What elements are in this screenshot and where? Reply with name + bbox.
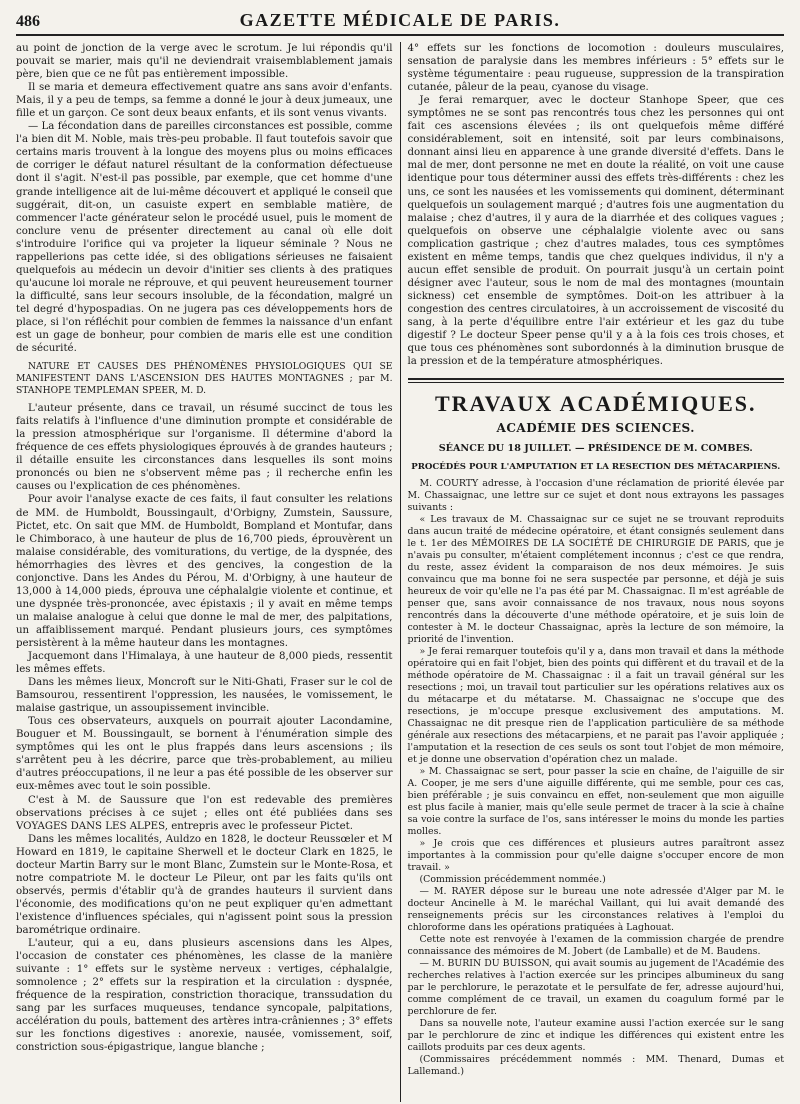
paragraph: » Je ferai remarquer toutefois qu'il y a, dans mon travail et dans la méthode opératoire qui en fait l'objet, bien des points qui diffèrent et du travail et de la méthode opératoire de M. Chassaignac : il a fait un travail général sur les resections ; moi, un travail tout particulier sur les opérations relatives aux os du métacarpe et du métatarse. M. Chassaignac ne s'occupe que des resections, je m'occupe presque exclusivement des amputations. M. Chassaignac ne dit presque rien de l'application particulière de sa méthode générale aux resections des métacarpiens, et ne parait pas l'avoir appliquée ; l'amputation et la resection de ces seuls os sont tout l'objet de mon mémoire, et je donne une observation d'opération chez un malade. [407,646,785,766]
paragraph: Dans les mêmes localités, Auldzo en 1828, le docteur Reussœler et M Howard en 1819, le capitaine Sherwell et le docteur Clark en 1825, le docteur Martin Barry sur le mont Blanc, Zumstein sur le Monte-Rosa, et notre compatriote M. le docteur Le Pileur, ont par les faits qu'ils ont observés, permis d'établir qu'à de grandes hauteurs il survient dans l'économie, des modifications qu'on ne peut expliquer qu'en admettant l'existence d'influences spéciales, qui n'agissent point sous la pression barométrique ordinaire. [16,833,393,936]
paragraph: « Les travaux de M. Chassaignac sur ce sujet ne se trouvant reproduits dans aucun traité de médecine opératoire, et étant consignés seulement dans le t. 1er des MÉMOIRES DE LA SOCIÉTÉ DE CHIRURGIE DE PARIS, que je n'avais pu consulter, m'étaient complétement inconnus ; c'est ce que rendra, du reste, assez évident la comparaison de nos deux mémoires. Je suis convaincu que ma bonne foi ne sera suspectée par personne, et déjà je suis heureux de voir qu'elle ne l'a pas été par M. Chassaignac. Il m'est agréable de penser que, sans avoir connaissance de nos travaux, nous nous soyons rencontrés dans la découverte d'une méthode opératoire, et je suis loin de contester à M. le docteur Chassaignac, après la lecture de son mémoire, la priorité de l'invention. [407,514,785,646]
paragraph: » M. Chassaignac se sert, pour passer la scie en chaîne, de l'aiguille de sir A. Cooper, je me sers d'une aiguille différente, qui me semble, pour ces cas, bien préférable ; je suis convaincu en effet, non-seulement que mon aiguille est plus facile à manier, mais qu'elle seule permet de tracer à la scie à chaîne sa voie contre la surface de l'os, sans intéresser le moins du monde les parties molles. [407,766,785,838]
paragraph: L'auteur, qui a eu, dans plusieurs ascensions dans les Alpes, l'occasion de constater ces phénomènes, les classe de la manière suivante : 1° effets sur le système nerveux : vertiges, céphalalgie, somnolence ; 2° effets sur la respiration et la circulation : dyspnée, fréquence de la respiration, constriction thoracique, transsudation du sang par les surfaces muqueuses, tendance syncopale, palpitations, accélération du pouls, battement des artères intra-crâniennes ; 3° effets sur les fonctions digestives : anorexie, nausée, vomissement, soif, constriction sous-épigastrique, langue blanche ; [16,938,393,1054]
paragraph: M. COURTY adresse, à l'occasion d'une réclamation de priorité élevée par M. Chassaignac, une lettre sur ce sujet et dont nous extrayons les passages suivants : [407,478,785,514]
paragraph: C'est à M. de Saussure que l'on est redevable des premières observations précises à ce sujet ; elles ont été publiées dans ses VOYAGES DANS LES ALPES, entrepris avec le professeur Pictet. [16,794,393,832]
paragraph: Je ferai remarquer, avec le docteur Stanhope Speer, que ces symptômes ne se sont pas rencontrés tous chez les personnes qui ont fait ces ascensions élevées ; ils ont quelquefois même différé considérablement, soit en intensité, soit par leurs combinaisons, donnant ainsi lieu en apparence à une grande diversité d'effets. Dans le mal de mer, dont personne ne met en doute la réalité, on voit une cause identique pour tous déterminer aussi des effets très-différents : chez les uns, ce sont les nausées et les vomissements qui dominent, déterminant quelquefois un soulagement marqué ; d'autres fois une augmentation du malaise ; chez d'autres, il y aura de la diarrhée et des coliques vagues ; quelquefois on observe une céphalalgie violente avec ou sans complication gastrique ; chez d'autres malades, tous ces symptômes existent en même temps, tandis que chez quelques individus, il n'y a aucun effet sensible de produit. On pourrait jusqu'à un certain point désigner avec l'auteur, sous le nom de mal des montagnes (mountain sickness) cet ensemble de symptômes. Doit-on les attribuer à la congestion des centres circulatoires, à un accroissement de viscosité du sang, à la perte d'équilibre entre l'air extérieur et les gaz du tube digestif ? Le docteur Speer pense qu'il y a à la fois ces trois choses, et que tous ces phénomènes sont subordonnés à la diminution brusque de la pression et de la température atmosphériques. [407,95,785,368]
paragraph: Il se maria et demeura effectivement quatre ans sans avoir d'enfants. Mais, il y a peu de temps, sa femme a donné le jour à deux jumeaux, une fille et un garçon. Ce sont deux beaux enfants, et ils sont venus vivants. [16,82,393,120]
section-divider [408,378,785,383]
paragraph: — M. RAYER dépose sur le bureau une note adressée d'Alger par M. le docteur Ancinelle à M. le maréchal Vaillant, qui lui avait demandé des renseignements précis sur les circonstances relatives à l'emploi du chloroforme dans les opérations pratiquées à Laghouat. [407,886,785,934]
paragraph: » Je crois que ces différences et plusieurs autres paraîtront assez importantes à la commission pour qu'elle daigne s'occuper encore de mon travail. » [407,838,785,874]
paragraph: 4° effets sur les fonctions de locomotion : douleurs musculaires, sensation de paralysie dans les membres inférieurs : 5° effets sur le système tégumentaire : peau rugueuse, suppression de la transpiration cutanée, pâleur de la peau, cyanose du visage. [407,43,785,94]
column-divider [400,42,401,1102]
paragraph: Jacquemont dans l'Himalaya, à une hauteur de 8,000 pieds, ressentit les mêmes effets. [16,651,393,676]
page-header [16,0,784,36]
session-heading: SÉANCE DU 18 JUILLET. — PRÉSIDENCE DE M. COMBES. [438,443,753,455]
paragraph: Dans les mêmes lieux, Moncroft sur le Niti-Ghati, Fraser sur le col de Bamsourou, ressentirent l'oppression, les nausées, le vomissement, le malaise gastrique, un assoupissement invincible. [16,677,393,715]
paragraph: au point de jonction de la verge avec le scrotum. Je lui répondis qu'il pouvait se marier, mais qu'il ne deviendrait vraisemblablement jamais père, bien que ce ne fût pas entièrement impossible. [16,43,393,81]
section-title: TRAVAUX ACADÉMIQUES. [434,391,757,417]
page-number: 486 [16,13,40,30]
paragraph: Pour avoir l'analyse exacte de ces faits, il faut consulter les relations de MM. de Humboldt, Boussingault, d'Orbigny, Zumstein, Saussure, Pictet, etc. On sait que MM. de Humboldt, Bompland et Montufar, dans le Chimboraco, à une hauteur de plus de 16,700 pieds, éprouvèrent un malaise considérable, des vomiturations, du vertige, de la dyspnée, des hémorrhagies des lèvres et des gencives, la congestion de la conjonctive. Dans les Andes du Pérou, M. d'Orbigny, à une hauteur de 13,000 à 14,000 pieds, éprouva une céphalalgie violente et continue, et une dyspnée très-prononcée, avec épistaxis ; il y avait en même temps un malaise analogue à celui que donne le mal de mer, des palpitations, un affaiblissement marqué. Pendant plusieurs jours, ces symptômes persistèrent à la même hauteur dans les montagnes. [16,494,393,649]
topic-heading: PROCÉDÉS POUR L'AMPUTATION ET LA RESECTION DES MÉTACARPIENS. [411,462,781,473]
academy-heading: ACADÉMIE DES SCIENCES. [496,421,695,436]
paragraph: Tous ces observateurs, auxquels on pourrait ajouter Lacondamine, Bouguer et M. Boussingault, se bornent à l'énumération simple des symptômes qui les ont le plus frappés dans leurs ascensions ; ils s'arrêtent peu à les décrire, parce que très-probablement, au milieu d'autres préoccupations, il ne leur a pas été possible de les observer sur eux-mêmes avec tout le soin possible. [16,716,393,793]
paragraph: L'auteur présente, dans ce travail, un résumé succinct de tous les faits relatifs à l'influence d'une diminution prompte et considérable de la pression atmosphérique sur l'organisme. Il détermine d'abord la fréquence de ces effets physiologiques éprouvés à de grandes hauteurs ; il détaille ensuite les circonstances dans lesquelles ils sont moins prononcés ou bien ne s'observent même pas ; il recherche enfin les causes ou l'explication de ces phénomènes. [16,403,393,493]
paragraph: — M. BURIN DU BUISSON, qui avait soumis au jugement de l'Académie des recherches relatives à l'action exercée sur les principes albumineux du sang par le perchlorure, le perazotate et le persulfate de fer, adresse aujourd'hui, comme complément de ce travail, un examen du coagulum formé par le perchlorure de fer. [407,958,785,1018]
paragraph: Dans sa nouvelle note, l'auteur examine aussi l'action exercée sur le sang par le perchlorure de zinc et indique les différences qui existent entre les caillots produits par ces deux agents. [407,1018,785,1054]
paragraph: Cette note est renvoyée à l'examen de la commission chargée de prendre connaissance des mémoires de M. Jobert (de Lamballe) et de M. Baudens. [407,934,785,958]
paragraph: (Commissaires précédemment nommés : MM. Thenard, Dumas et Lallemand.) [407,1054,785,1078]
journal-title: GAZETTE MÉDICALE DE PARIS. [239,10,561,30]
right-column [403,42,785,1102]
paragraph: (Commission précédemment nommée.) [419,874,606,886]
article-title: NATURE ET CAUSES DES PHÉNOMÈNES PHYSIOLOGIQUES QUI SE MANIFESTENT DANS L'ASCENSION DES HAUTES MONTAGNES ; par M. STANHOPE TEMPLEMAN SPEER, M. D. [16,361,393,397]
paragraph: — La fécondation dans de pareilles circonstances est possible, comme l'a bien dit M. Noble, mais très-peu probable. Il faut toutefois savoir que certains maris trouvent à la longue des moyens plus ou moins efficaces de corriger le défaut naturel résultant de la conformation défectueuse dont il s'agit. N'est-il pas possible, par exemple, que cet homme d'une grande intelligence ait de lui-même découvert et appliqué le conseil que suggérait, dit-on, un casuiste expert en semblable matière, de commencer l'acte générateur selon le procédé usuel, puis le moment de conclure venu de présenter directement au canal où elle doit s'introduire l'orifice qui va projeter la liqueur séminale ? Nous ne rappellerions pas cette idée, si des obligations sérieuses ne faisaient quelquefois au médecin un devoir d'initier ses clients à des pratiques qu'aucune loi morale ne réprouve, et qui peuvent heureusement tourner la difficulté, sans leur secours insoluble, de la fécondation, malgré un tel degré d'hypospadias. On ne jugera pas ces développements hors de place, si l'on réfléchit pour combien de femmes la naissance d'un enfant est un gage de bonheur, pour combien de maris elle est une condition de sécurité. [16,121,393,355]
left-column [16,42,398,1102]
